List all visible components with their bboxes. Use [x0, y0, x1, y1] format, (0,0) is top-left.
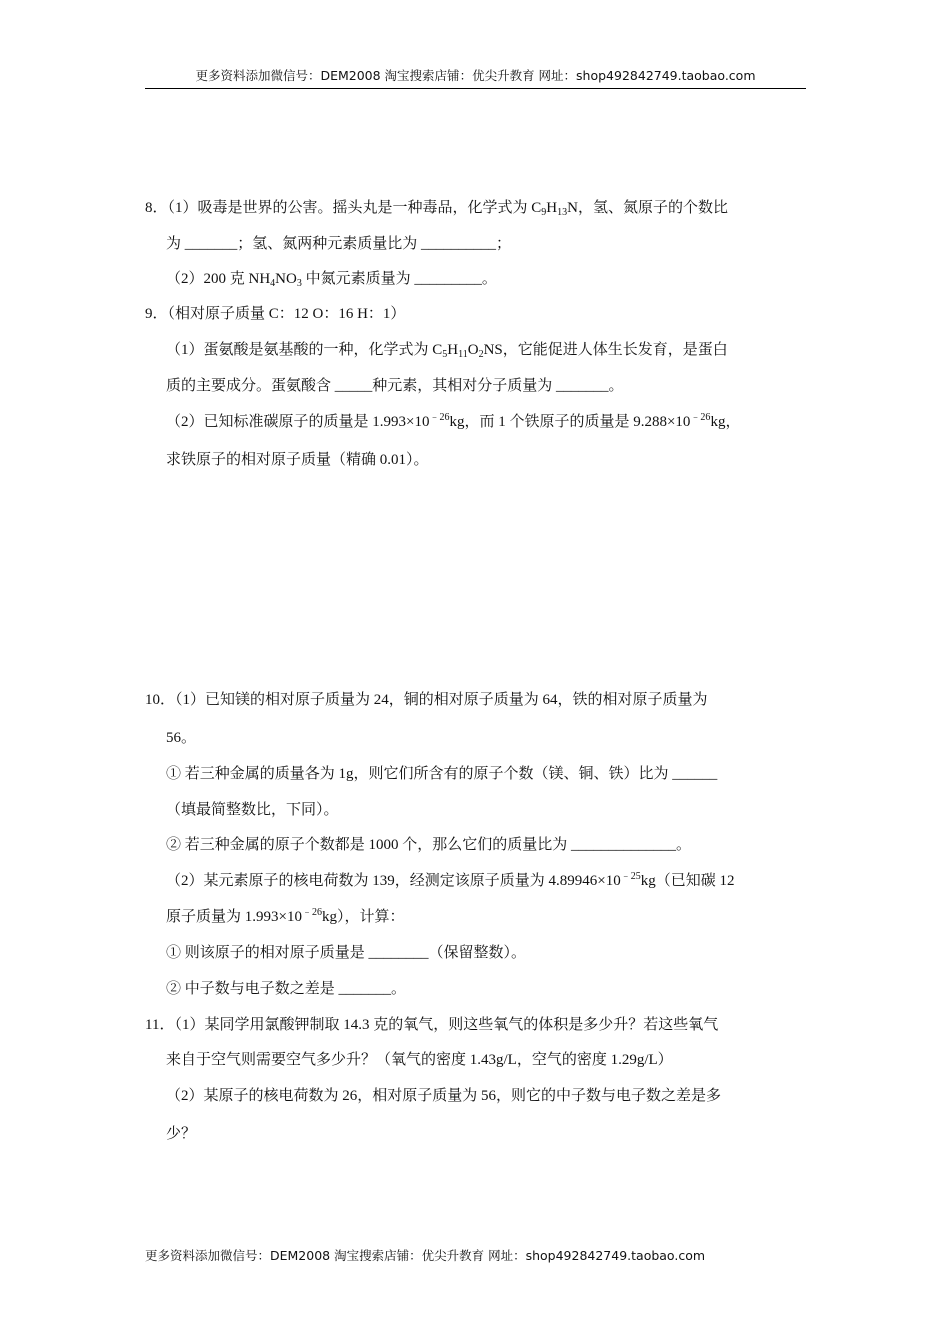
q11-line-1: 11．（1）某同学用氯酸钾制取 14.3 克的氧气，则这些氧气的体积是多少升？若这些氧气 — [145, 1017, 719, 1033]
q10-line-8: ① 则该原子的相对原子质量是 ________（保留整数）。 — [166, 942, 526, 964]
q10-line-6: （2）某元素原子的核电荷数为 139，经测定该原子质量为 $4.89946\times 10^{﹣25}kg$（已知碳 12 — [166, 871, 735, 889]
answer-blank[interactable]: __________ — [421, 236, 497, 252]
q10-line-1: 10．（1）已知镁的相对原子质量为 24，铜的相对原子质量为 64，铁的相对原子质量为 — [145, 692, 708, 708]
q9-line-5: 求铁原子的相对原子质量（精确 0.01）。 — [166, 452, 429, 468]
answer-blank[interactable]: _______ — [338, 981, 392, 997]
q11-line-2: 来自于空气则需要空气多少升？（氧气的密度 1.43g/L，空气的密度 1.29g/L） — [166, 1052, 673, 1068]
q9-line-1: 9．（相对原子质量 C：12 O：16 H：1） — [145, 306, 406, 322]
q10-line-4: （填最简整数比，下同）。 — [166, 802, 339, 818]
answer-blank[interactable]: ______ — [672, 766, 718, 782]
q10-line-9: ② 中子数与电子数之差是 _______。 — [166, 978, 406, 1000]
page-footer — [145, 1246, 705, 1266]
q11-line-4: 少？ — [166, 1126, 197, 1142]
q9-line-4: （2）已知标准碳原子的质量是 $1.993\times 10^{﹣26}kg$，而 1 个铁原子的质量是 $9.288\times 10^{﹣26}kg$， — [166, 412, 741, 430]
answer-blank[interactable]: ______________ — [571, 837, 677, 853]
q8-line-2: 为 _______；氢、氮两种元素质量比为 __________； — [166, 233, 511, 255]
answer-blank[interactable]: _______ — [184, 236, 238, 252]
header-text: 更多资料添加微信号：DEM2008 淘宝搜索店铺：优尖升教育 网址：shop492842749.taobao.com — [195, 68, 756, 83]
answer-blank[interactable]: _____ — [334, 378, 373, 394]
q10-line-5: ② 若三种金属的原子个数都是 1000 个，那么它们的质量比为 ______________。 — [166, 834, 691, 856]
answer-blank[interactable]: _________ — [414, 271, 482, 287]
answer-blank[interactable]: ________ — [368, 945, 429, 961]
q10-line-3: ① 若三种金属的质量各为 1g，则它们所含有的原子个数（镁、铜、铁）比为 ______ — [166, 763, 717, 785]
q11-line-3: （2）某原子的核电荷数为 26，相对原子质量为 56，则它的中子数与电子数之差是多 — [166, 1088, 722, 1104]
q8-line-1: 8．（1）吸毒是世界的公害。摇头丸是一种毒品，化学式为 $C_9H_{13}N$，氢、氮原子的个数比 — [145, 200, 728, 218]
q9-line-2: （1）蛋氨酸是氨基酸的一种，化学式为 $C_5H_{11}O_2NS$，它能促进人体生长发育，是蛋白 — [166, 342, 728, 360]
q8-line-3: （2）200 克 $NH_4NO_3$ 中氮元素质量为 _________。 — [166, 268, 497, 290]
answer-blank[interactable]: _______ — [556, 378, 609, 394]
page-header — [145, 66, 806, 89]
q10-line-2: 56。 — [166, 730, 197, 746]
q10-line-7: 原子质量为 $1.993\times 10^{﹣26}kg$），计算： — [166, 907, 405, 925]
q9-line-3: 质的主要成分。蛋氨酸含 _____种元素，其相对分子质量为 _______。 — [166, 375, 624, 397]
footer-text: 更多资料添加微信号：DEM2008 淘宝搜索店铺：优尖升教育 网址：shop492842749.taobao.com — [145, 1248, 706, 1263]
